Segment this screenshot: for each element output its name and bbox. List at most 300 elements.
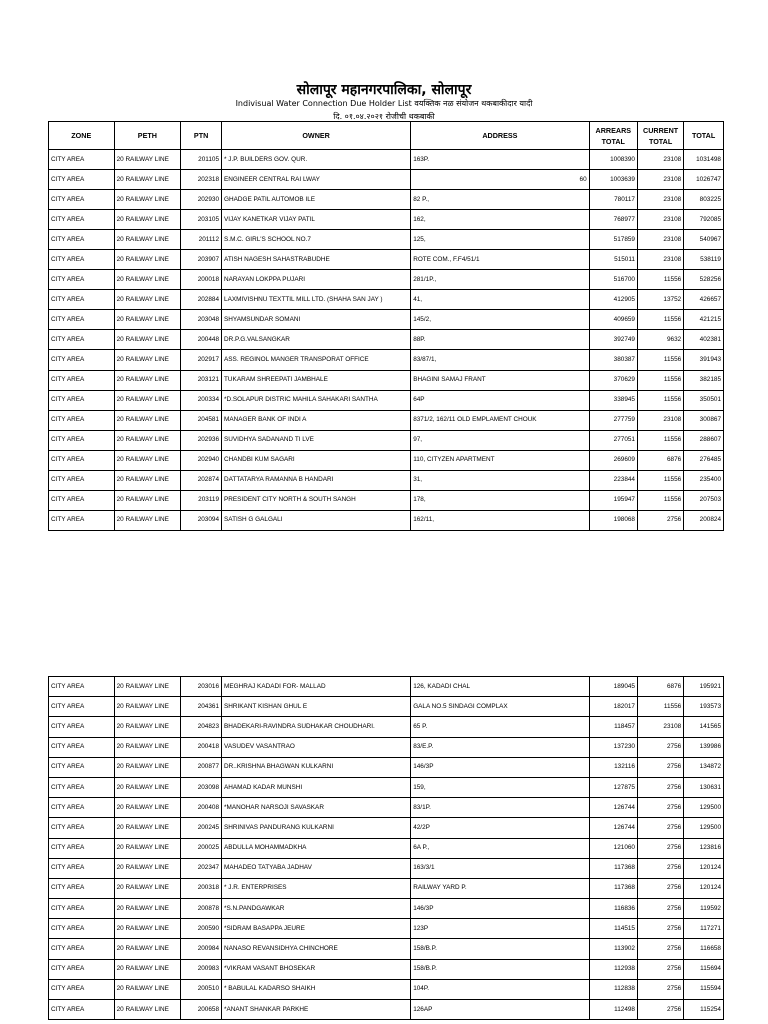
cell-arrears: 223844 bbox=[589, 470, 637, 490]
cell-owner: *MANOHAR NARSOJI SAVASKAR bbox=[222, 798, 411, 818]
cell-peth: 20 RAILWAY LINE bbox=[114, 899, 181, 919]
cell-current: 2756 bbox=[637, 818, 683, 838]
cell-ptn: 200408 bbox=[181, 798, 222, 818]
table-row bbox=[49, 330, 724, 350]
cell-owner: MANAGER BANK OF INDI A bbox=[222, 410, 411, 430]
table-row bbox=[49, 1000, 724, 1020]
cell-current: 2756 bbox=[637, 858, 683, 878]
column-header-current-line2: TOTAL bbox=[648, 136, 673, 146]
cell-peth: 20 RAILWAY LINE bbox=[114, 210, 181, 230]
cell-current: 2756 bbox=[637, 959, 683, 979]
cell-address: 159, bbox=[411, 777, 589, 797]
cell-address: 83/87/1, bbox=[411, 350, 589, 370]
table-row bbox=[49, 737, 724, 757]
cell-owner: ASS. REGINOL MANGER TRANSPORAT OFFICE bbox=[222, 350, 411, 370]
cell-zone: CITY AREA bbox=[49, 959, 115, 979]
cell-current: 23108 bbox=[637, 410, 683, 430]
cell-total: 350501 bbox=[684, 390, 724, 410]
cell-ptn: 203119 bbox=[181, 490, 222, 510]
cell-current: 13752 bbox=[637, 290, 683, 310]
cell-owner: SHRIKANT KISHAN GHUL E bbox=[222, 697, 411, 717]
table-row bbox=[49, 270, 724, 290]
cell-zone: CITY AREA bbox=[49, 450, 115, 470]
cell-address: RAILWAY YARD P. bbox=[411, 878, 589, 898]
cell-total: 382185 bbox=[684, 370, 724, 390]
cell-zone: CITY AREA bbox=[49, 737, 115, 757]
cell-total: 115594 bbox=[684, 979, 724, 999]
cell-current: 23108 bbox=[637, 230, 683, 250]
cell-owner: VASUDEV VASANTRAO bbox=[222, 737, 411, 757]
cell-total: 207503 bbox=[684, 490, 724, 510]
cell-owner: CHANDBI KUM SAGARI bbox=[222, 450, 411, 470]
table-row bbox=[49, 777, 724, 797]
cell-ptn: 203016 bbox=[181, 677, 222, 697]
cell-total: 426657 bbox=[684, 290, 724, 310]
cell-current: 23108 bbox=[637, 717, 683, 737]
cell-arrears: 780117 bbox=[589, 190, 637, 210]
cell-arrears: 114515 bbox=[589, 919, 637, 939]
cell-current: 2756 bbox=[637, 899, 683, 919]
cell-total: 134872 bbox=[684, 757, 724, 777]
cell-zone: CITY AREA bbox=[49, 818, 115, 838]
cell-ptn: 204581 bbox=[181, 410, 222, 430]
table-row bbox=[49, 470, 724, 490]
cell-address: 123P bbox=[411, 919, 589, 939]
cell-owner: NANASO REVANSIDHYA CHINCHORE bbox=[222, 939, 411, 959]
cell-current: 2756 bbox=[637, 878, 683, 898]
table-row bbox=[49, 290, 724, 310]
cell-zone: CITY AREA bbox=[49, 878, 115, 898]
cell-arrears: 409659 bbox=[589, 310, 637, 330]
cell-total: 193573 bbox=[684, 697, 724, 717]
cell-current: 2756 bbox=[637, 919, 683, 939]
table-row bbox=[49, 899, 724, 919]
cell-current: 23108 bbox=[637, 190, 683, 210]
cell-owner: PRESIDENT CITY NORTH & SOUTH SANGH bbox=[222, 490, 411, 510]
cell-address: 158/B.P. bbox=[411, 959, 589, 979]
cell-address: 281/1P., bbox=[411, 270, 589, 290]
cell-address: 158/B.P. bbox=[411, 939, 589, 959]
cell-peth: 20 RAILWAY LINE bbox=[114, 370, 181, 390]
cell-current: 23108 bbox=[637, 170, 683, 190]
cell-total: 129500 bbox=[684, 818, 724, 838]
cell-total: 117271 bbox=[684, 919, 724, 939]
column-header-current-total bbox=[637, 122, 683, 150]
cell-ptn: 200984 bbox=[181, 939, 222, 959]
table-row bbox=[49, 697, 724, 717]
cell-owner: TUKARAM SHREEPATI JAMBHALE bbox=[222, 370, 411, 390]
column-header-total: TOTAL bbox=[684, 122, 724, 150]
cell-total: 200824 bbox=[684, 510, 724, 530]
cell-arrears: 412905 bbox=[589, 290, 637, 310]
cell-total: 235400 bbox=[684, 470, 724, 490]
table-row bbox=[49, 170, 724, 190]
cell-peth: 20 RAILWAY LINE bbox=[114, 717, 181, 737]
cell-owner: S.M.C. GIRL'S SCHOOL NO.7 bbox=[222, 230, 411, 250]
cell-ptn: 204361 bbox=[181, 697, 222, 717]
cell-address: 126, KADADI CHAL bbox=[411, 677, 589, 697]
cell-zone: CITY AREA bbox=[49, 470, 115, 490]
table-row bbox=[49, 878, 724, 898]
table-row bbox=[49, 430, 724, 450]
cell-current: 23108 bbox=[637, 250, 683, 270]
cell-zone: CITY AREA bbox=[49, 190, 115, 210]
cell-zone: CITY AREA bbox=[49, 939, 115, 959]
cell-arrears: 182017 bbox=[589, 697, 637, 717]
cell-total: 391943 bbox=[684, 350, 724, 370]
cell-address: 42/2P bbox=[411, 818, 589, 838]
cell-arrears: 112938 bbox=[589, 959, 637, 979]
column-header-peth: PETH bbox=[114, 122, 181, 150]
cell-owner: MAHADEO TATYABA JADHAV bbox=[222, 858, 411, 878]
cell-address: 178, bbox=[411, 490, 589, 510]
cell-total: 120124 bbox=[684, 878, 724, 898]
cell-zone: CITY AREA bbox=[49, 350, 115, 370]
cell-peth: 20 RAILWAY LINE bbox=[114, 838, 181, 858]
cell-zone: CITY AREA bbox=[49, 310, 115, 330]
cell-current: 2756 bbox=[637, 1000, 683, 1020]
cell-peth: 20 RAILWAY LINE bbox=[114, 979, 181, 999]
cell-address: ROTE COM., F.F4/51/1 bbox=[411, 250, 589, 270]
cell-address: 104P. bbox=[411, 979, 589, 999]
due-holder-table-bottom bbox=[48, 676, 724, 1020]
cell-arrears: 269609 bbox=[589, 450, 637, 470]
cell-arrears: 112498 bbox=[589, 1000, 637, 1020]
cell-ptn: 200418 bbox=[181, 737, 222, 757]
cell-peth: 20 RAILWAY LINE bbox=[114, 1000, 181, 1020]
table-row bbox=[49, 959, 724, 979]
cell-zone: CITY AREA bbox=[49, 979, 115, 999]
cell-total: 116658 bbox=[684, 939, 724, 959]
cell-peth: 20 RAILWAY LINE bbox=[114, 310, 181, 330]
table-row bbox=[49, 798, 724, 818]
table-row bbox=[49, 370, 724, 390]
cell-ptn: 200878 bbox=[181, 899, 222, 919]
cell-peth: 20 RAILWAY LINE bbox=[114, 330, 181, 350]
cell-total: 288607 bbox=[684, 430, 724, 450]
table-row bbox=[49, 858, 724, 878]
cell-arrears: 392749 bbox=[589, 330, 637, 350]
cell-address: 31, bbox=[411, 470, 589, 490]
cell-total: 538119 bbox=[684, 250, 724, 270]
cell-ptn: 200983 bbox=[181, 959, 222, 979]
cell-arrears: 117368 bbox=[589, 878, 637, 898]
cell-total: 119592 bbox=[684, 899, 724, 919]
cell-peth: 20 RAILWAY LINE bbox=[114, 858, 181, 878]
cell-address: 163P. bbox=[411, 150, 589, 170]
cell-address: 126AP bbox=[411, 1000, 589, 1020]
cell-owner: SHYAMSUNDAR SOMANI bbox=[222, 310, 411, 330]
cell-zone: CITY AREA bbox=[49, 919, 115, 939]
cell-zone: CITY AREA bbox=[49, 370, 115, 390]
table-row bbox=[49, 410, 724, 430]
cell-current: 11556 bbox=[637, 470, 683, 490]
table-row bbox=[49, 838, 724, 858]
cell-zone: CITY AREA bbox=[49, 677, 115, 697]
table-row bbox=[49, 979, 724, 999]
cell-ptn: 201105 bbox=[181, 150, 222, 170]
cell-address: BHAGINI SAMAJ FRANT bbox=[411, 370, 589, 390]
cell-total: 540967 bbox=[684, 230, 724, 250]
cell-arrears: 121060 bbox=[589, 838, 637, 858]
cell-current: 2756 bbox=[637, 979, 683, 999]
cell-owner: *SIDRAM BASAPPA JEURE bbox=[222, 919, 411, 939]
cell-current: 6876 bbox=[637, 677, 683, 697]
cell-total: 528256 bbox=[684, 270, 724, 290]
cell-owner: *ANANT SHANKAR PARKHE bbox=[222, 1000, 411, 1020]
cell-ptn: 200318 bbox=[181, 878, 222, 898]
cell-owner: ABDULLA MOHAMMADKHA bbox=[222, 838, 411, 858]
cell-address: 41, bbox=[411, 290, 589, 310]
cell-arrears: 126744 bbox=[589, 818, 637, 838]
cell-owner: SUVIDHYA SADANAND TI LVE bbox=[222, 430, 411, 450]
cell-zone: CITY AREA bbox=[49, 858, 115, 878]
cell-current: 11556 bbox=[637, 270, 683, 290]
cell-address: 82 P., bbox=[411, 190, 589, 210]
document-subtitle: Indivisual Water Connection Due Holder List वयक्तिक नळ संयोजन थकबाकीदार यादी bbox=[235, 99, 533, 108]
cell-address: 64P bbox=[411, 390, 589, 410]
cell-peth: 20 RAILWAY LINE bbox=[114, 190, 181, 210]
cell-ptn: 200025 bbox=[181, 838, 222, 858]
cell-peth: 20 RAILWAY LINE bbox=[114, 450, 181, 470]
table-row bbox=[49, 210, 724, 230]
cell-peth: 20 RAILWAY LINE bbox=[114, 939, 181, 959]
cell-address: 145/2, bbox=[411, 310, 589, 330]
cell-arrears: 517859 bbox=[589, 230, 637, 250]
cell-ptn: 201112 bbox=[181, 230, 222, 250]
cell-owner: DR.P.G.VALSANGKAR bbox=[222, 330, 411, 350]
cell-ptn: 200590 bbox=[181, 919, 222, 939]
table-row bbox=[49, 190, 724, 210]
cell-total: 115254 bbox=[684, 1000, 724, 1020]
cell-peth: 20 RAILWAY LINE bbox=[114, 878, 181, 898]
table-row bbox=[49, 717, 724, 737]
cell-owner: NARAYAN LOKPPA PUJARI bbox=[222, 270, 411, 290]
cell-peth: 20 RAILWAY LINE bbox=[114, 919, 181, 939]
cell-address: 88P. bbox=[411, 330, 589, 350]
column-header-address: ADDRESS bbox=[411, 122, 589, 150]
cell-address: 97, bbox=[411, 430, 589, 450]
cell-arrears: 116836 bbox=[589, 899, 637, 919]
cell-ptn: 203094 bbox=[181, 510, 222, 530]
cell-current: 11556 bbox=[637, 390, 683, 410]
cell-peth: 20 RAILWAY LINE bbox=[114, 430, 181, 450]
cell-total: 792085 bbox=[684, 210, 724, 230]
table-body-top bbox=[49, 150, 724, 531]
cell-total: 195921 bbox=[684, 677, 724, 697]
due-holder-table-top bbox=[48, 121, 724, 531]
cell-peth: 20 RAILWAY LINE bbox=[114, 737, 181, 757]
cell-peth: 20 RAILWAY LINE bbox=[114, 677, 181, 697]
cell-ptn: 203105 bbox=[181, 210, 222, 230]
cell-arrears: 117368 bbox=[589, 858, 637, 878]
cell-arrears: 370629 bbox=[589, 370, 637, 390]
cell-address: 146/3P bbox=[411, 757, 589, 777]
cell-owner: VIJAY KANETKAR VIJAY PATIL bbox=[222, 210, 411, 230]
cell-total: 402381 bbox=[684, 330, 724, 350]
cell-peth: 20 RAILWAY LINE bbox=[114, 410, 181, 430]
cell-total: 130631 bbox=[684, 777, 724, 797]
cell-owner: *VIKRAM VASANT BHOSEKAR bbox=[222, 959, 411, 979]
column-header-arrears-total bbox=[589, 122, 637, 150]
cell-owner: * BABULAL KADARSO SHAIKH bbox=[222, 979, 411, 999]
cell-owner: ATISH NAGESH SAHASTRABUDHE bbox=[222, 250, 411, 270]
cell-peth: 20 RAILWAY LINE bbox=[114, 250, 181, 270]
cell-owner: MEGHRAJ KADADI FOR- MALLAD bbox=[222, 677, 411, 697]
column-header-owner: OWNER bbox=[222, 122, 411, 150]
cell-ptn: 200877 bbox=[181, 757, 222, 777]
cell-peth: 20 RAILWAY LINE bbox=[114, 290, 181, 310]
cell-zone: CITY AREA bbox=[49, 170, 115, 190]
cell-ptn: 200448 bbox=[181, 330, 222, 350]
table-row bbox=[49, 677, 724, 697]
cell-zone: CITY AREA bbox=[49, 777, 115, 797]
table-row bbox=[49, 919, 724, 939]
cell-owner: * J.R. ENTERPRISES bbox=[222, 878, 411, 898]
cell-address: 110, CITYZEN APARTMENT bbox=[411, 450, 589, 470]
cell-ptn: 202936 bbox=[181, 430, 222, 450]
cell-owner: *S.N.PANDGAWKAR bbox=[222, 899, 411, 919]
cell-current: 2756 bbox=[637, 777, 683, 797]
cell-current: 11556 bbox=[637, 350, 683, 370]
cell-owner: SHRINIVAS PANDURANG KULKARNI bbox=[222, 818, 411, 838]
cell-arrears: 126744 bbox=[589, 798, 637, 818]
cell-zone: CITY AREA bbox=[49, 230, 115, 250]
document-title: सोलापूर महानगरपालिका, सोलापूर bbox=[296, 82, 472, 98]
cell-address: GALA NO.5 SINDAGI COMPLAX bbox=[411, 697, 589, 717]
cell-total: 129500 bbox=[684, 798, 724, 818]
table-row bbox=[49, 490, 724, 510]
cell-zone: CITY AREA bbox=[49, 697, 115, 717]
cell-peth: 20 RAILWAY LINE bbox=[114, 510, 181, 530]
cell-zone: CITY AREA bbox=[49, 390, 115, 410]
cell-total: 803225 bbox=[684, 190, 724, 210]
column-header-current-line1: CURRENT bbox=[643, 125, 679, 135]
cell-zone: CITY AREA bbox=[49, 1000, 115, 1020]
cell-current: 2756 bbox=[637, 757, 683, 777]
cell-arrears: 516700 bbox=[589, 270, 637, 290]
cell-address: 65 P. bbox=[411, 717, 589, 737]
cell-current: 9632 bbox=[637, 330, 683, 350]
cell-zone: CITY AREA bbox=[49, 150, 115, 170]
cell-current: 23108 bbox=[637, 150, 683, 170]
cell-ptn: 200334 bbox=[181, 390, 222, 410]
cell-ptn: 200510 bbox=[181, 979, 222, 999]
cell-arrears: 338945 bbox=[589, 390, 637, 410]
cell-arrears: 118457 bbox=[589, 717, 637, 737]
cell-owner: GHADGE PATIL AUTOMOB ILE bbox=[222, 190, 411, 210]
table-header-row bbox=[49, 122, 724, 150]
cell-peth: 20 RAILWAY LINE bbox=[114, 490, 181, 510]
cell-peth: 20 RAILWAY LINE bbox=[114, 350, 181, 370]
cell-zone: CITY AREA bbox=[49, 330, 115, 350]
cell-total: 141565 bbox=[684, 717, 724, 737]
cell-arrears: 132116 bbox=[589, 757, 637, 777]
cell-peth: 20 RAILWAY LINE bbox=[114, 697, 181, 717]
cell-arrears: 189045 bbox=[589, 677, 637, 697]
cell-address: 146/3P bbox=[411, 899, 589, 919]
cell-peth: 20 RAILWAY LINE bbox=[114, 470, 181, 490]
cell-peth: 20 RAILWAY LINE bbox=[114, 390, 181, 410]
cell-owner: *D.SOLAPUR DISTRIC MAHILA SAHAKARI SANTHA bbox=[222, 390, 411, 410]
cell-total: 115694 bbox=[684, 959, 724, 979]
cell-arrears: 137230 bbox=[589, 737, 637, 757]
table-row bbox=[49, 390, 724, 410]
table-row bbox=[49, 939, 724, 959]
cell-arrears: 112838 bbox=[589, 979, 637, 999]
cell-zone: CITY AREA bbox=[49, 717, 115, 737]
cell-ptn: 202917 bbox=[181, 350, 222, 370]
cell-arrears: 113902 bbox=[589, 939, 637, 959]
cell-arrears: 195947 bbox=[589, 490, 637, 510]
cell-peth: 20 RAILWAY LINE bbox=[114, 150, 181, 170]
cell-arrears: 515011 bbox=[589, 250, 637, 270]
cell-ptn: 202884 bbox=[181, 290, 222, 310]
cell-ptn: 202930 bbox=[181, 190, 222, 210]
cell-current: 2756 bbox=[637, 838, 683, 858]
cell-ptn: 204823 bbox=[181, 717, 222, 737]
cell-zone: CITY AREA bbox=[49, 899, 115, 919]
column-header-zone: ZONE bbox=[49, 122, 115, 150]
table-row bbox=[49, 510, 724, 530]
table-row bbox=[49, 450, 724, 470]
cell-zone: CITY AREA bbox=[49, 490, 115, 510]
cell-current: 11556 bbox=[637, 310, 683, 330]
cell-zone: CITY AREA bbox=[49, 250, 115, 270]
cell-current: 23108 bbox=[637, 210, 683, 230]
cell-total: 276485 bbox=[684, 450, 724, 470]
table-row bbox=[49, 350, 724, 370]
cell-peth: 20 RAILWAY LINE bbox=[114, 798, 181, 818]
cell-arrears: 768977 bbox=[589, 210, 637, 230]
cell-total: 139986 bbox=[684, 737, 724, 757]
cell-arrears: 380387 bbox=[589, 350, 637, 370]
cell-address: 162/11, bbox=[411, 510, 589, 530]
cell-zone: CITY AREA bbox=[49, 757, 115, 777]
cell-current: 11556 bbox=[637, 430, 683, 450]
cell-current: 2756 bbox=[637, 798, 683, 818]
cell-address: 125, bbox=[411, 230, 589, 250]
cell-total: 300867 bbox=[684, 410, 724, 430]
cell-address: 162, bbox=[411, 210, 589, 230]
cell-zone: CITY AREA bbox=[49, 410, 115, 430]
cell-current: 6876 bbox=[637, 450, 683, 470]
cell-ptn: 203121 bbox=[181, 370, 222, 390]
cell-total: 120124 bbox=[684, 858, 724, 878]
cell-owner: DR..KRISHNA BHAGWAN KULKARNI bbox=[222, 757, 411, 777]
cell-arrears: 127875 bbox=[589, 777, 637, 797]
cell-arrears: 198068 bbox=[589, 510, 637, 530]
document-date-line: दि. ०१.०४.२०२१ रोजीची थकबाकी bbox=[333, 112, 435, 121]
cell-owner: BHADEKARI-RAVINDRA SUDHAKAR CHOUDHARI. bbox=[222, 717, 411, 737]
cell-ptn: 200658 bbox=[181, 1000, 222, 1020]
cell-peth: 20 RAILWAY LINE bbox=[114, 757, 181, 777]
table-row bbox=[49, 230, 724, 250]
cell-arrears: 277051 bbox=[589, 430, 637, 450]
cell-arrears: 277759 bbox=[589, 410, 637, 430]
cell-ptn: 202940 bbox=[181, 450, 222, 470]
cell-ptn: 203098 bbox=[181, 777, 222, 797]
cell-zone: CITY AREA bbox=[49, 210, 115, 230]
cell-total: 421215 bbox=[684, 310, 724, 330]
cell-current: 2756 bbox=[637, 939, 683, 959]
cell-peth: 20 RAILWAY LINE bbox=[114, 777, 181, 797]
cell-peth: 20 RAILWAY LINE bbox=[114, 818, 181, 838]
cell-arrears: 1008390 bbox=[589, 150, 637, 170]
cell-address: 8371/2, 162/11 OLD EMPLAMENT CHOUK bbox=[411, 410, 589, 430]
column-header-arrears-line2: TOTAL bbox=[601, 136, 625, 146]
column-header-ptn: PTN bbox=[181, 122, 222, 150]
